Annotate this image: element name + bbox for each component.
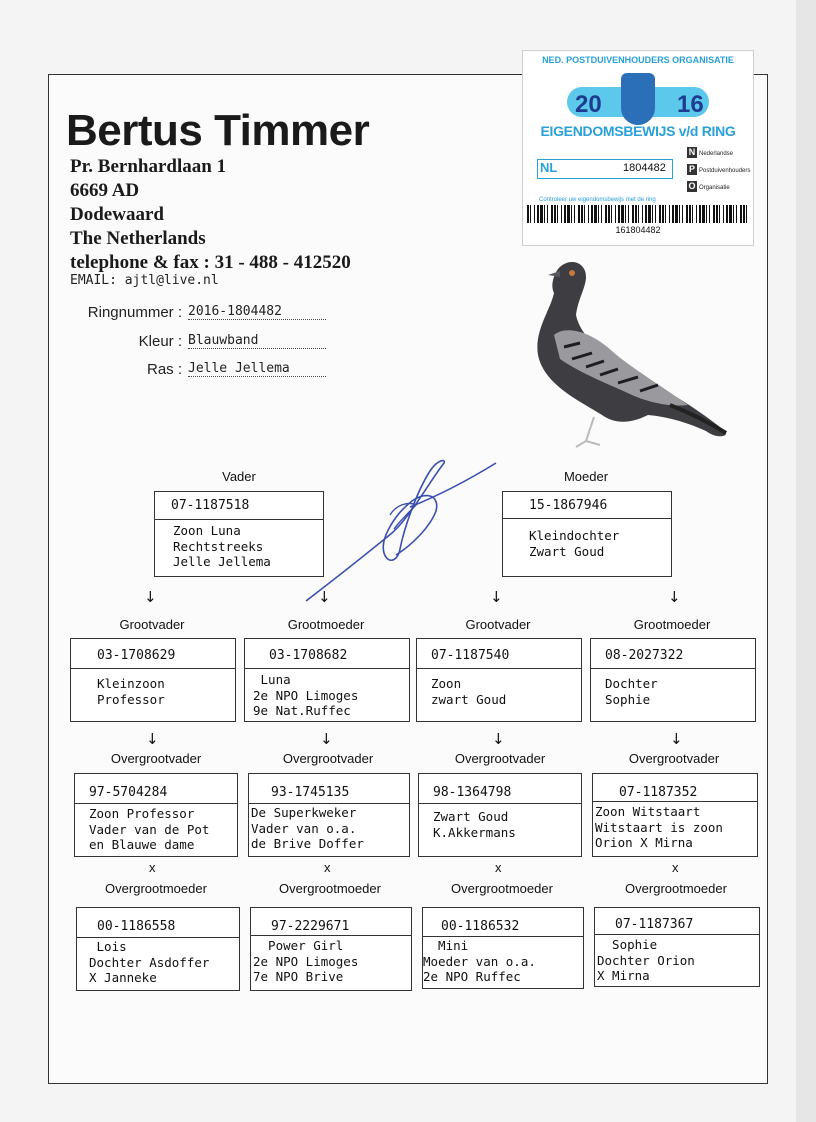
pigeon-photo: [520, 255, 735, 455]
mother-ring: 15-1867946: [529, 498, 608, 513]
card-org: NED. POSTDUIVENHOUDERS ORGANISATIE: [542, 55, 734, 65]
arrow-down-icon: ↓: [144, 588, 157, 606]
arrow-down-icon: ↓: [146, 730, 159, 748]
color-value: Blauwband: [188, 333, 326, 349]
great-grandfather-header-1: Overgrootvader: [110, 751, 202, 766]
arrow-down-icon: ↓: [492, 730, 505, 748]
barcode-icon: [527, 205, 749, 223]
divider: [593, 801, 757, 802]
great-grandfather-box-4: [592, 773, 758, 857]
great-grandmother-header-1: Overgrootmoeder: [105, 881, 207, 896]
divider: [75, 803, 237, 804]
father-ring: 07-1187518: [171, 498, 250, 513]
arrow-down-icon: ↓: [320, 730, 333, 748]
card-year-right: 16: [677, 91, 704, 118]
owner-name: Bertus Timmer: [66, 106, 370, 155]
signature-drawing: [300, 455, 510, 605]
great-grandfather-ring: 97-5704284: [89, 785, 168, 800]
arrow-down-icon: ↓: [318, 588, 331, 606]
great-grandfather-ring: 93-1745135: [271, 785, 350, 800]
card-year-left: 20: [575, 91, 602, 118]
race-label: Ras :: [146, 361, 182, 378]
grandparent-box-4: [590, 638, 756, 722]
divider: [77, 937, 239, 938]
cross-mark: x: [324, 860, 331, 875]
arrow-down-icon: ↓: [668, 588, 681, 606]
great-grandmother-ring: 97-2229671: [271, 919, 350, 934]
ring-label: Ringnummer :: [87, 304, 182, 321]
owner-city: Dodewaard: [70, 204, 164, 225]
card-control-text: Controleer uw eigendomsbewijs met de ring: [539, 197, 656, 203]
grandparent-header-1: Grootvader: [119, 617, 185, 632]
grandparent-box-3: [416, 638, 582, 722]
great-grandmother-header-4: Overgrootmoeder: [625, 881, 727, 896]
owner-street: Pr. Bernhardlaan 1: [70, 156, 227, 177]
great-grandmother-box-3: [422, 907, 584, 989]
great-grandmother-ring: 00-1186558: [97, 919, 176, 934]
owner-country: The Netherlands: [70, 228, 206, 249]
grandparent-ring: 03-1708682: [269, 648, 348, 663]
owner-email: EMAIL: ajtl@live.nl: [70, 273, 219, 288]
great-grandfather-box-3: [418, 773, 582, 857]
npo-line-1: N Nederlandse: [688, 147, 734, 157]
owner-postcode: 6669 AD: [70, 180, 140, 201]
divider: [71, 668, 235, 669]
mother-desc: Kleindochter Zwart Goud: [529, 528, 620, 559]
grandparent-ring: 08-2027322: [605, 648, 684, 663]
grandparent-desc: Zoon zwart Goud: [431, 676, 507, 707]
grandparent-desc: Kleinzoon Professor: [97, 676, 165, 707]
grandparent-header-4: Grootmoeder: [633, 617, 711, 632]
grandparent-desc: Luna 2e NPO Limoges 9e Nat.Ruffec: [253, 672, 359, 718]
cross-mark: x: [149, 860, 156, 875]
great-grandmother-desc: Power Girl 2e NPO Limoges 7e NPO Brive: [253, 938, 359, 984]
divider: [595, 934, 759, 935]
great-grandfather-desc: Zwart Goud K.Akkermans: [433, 809, 516, 840]
grandparent-header-3: Grootvader: [465, 617, 531, 632]
ring-value: 2016-1804482: [188, 304, 326, 320]
great-grandmother-desc: Lois Dochter Asdoffer X Janneke: [89, 939, 210, 985]
grandparent-header-2: Grootmoeder: [287, 617, 365, 632]
npo-line-3: O Organisatie: [688, 181, 730, 191]
great-grandfather-header-4: Overgrootvader: [628, 751, 720, 766]
card-ring-number: 1804482: [623, 162, 666, 174]
arrow-down-icon: ↓: [670, 730, 683, 748]
color-label: Kleur :: [138, 333, 182, 350]
ownership-card: [522, 50, 754, 246]
cross-mark: x: [672, 860, 679, 875]
grandparent-desc: Dochter Sophie: [605, 676, 658, 707]
father-header: Vader: [222, 469, 256, 484]
great-grandfather-box-1: [74, 773, 238, 857]
great-grandmother-header-2: Overgrootmoeder: [279, 881, 381, 896]
grandparent-box-1: [70, 638, 236, 722]
divider: [249, 803, 409, 804]
great-grandfather-header-3: Overgrootvader: [454, 751, 546, 766]
barcode-number: 161804482: [615, 225, 661, 235]
great-grandmother-desc: Mini Moeder van o.a. 2e NPO Ruffec: [423, 938, 536, 984]
great-grandmother-ring: 07-1187367: [615, 917, 694, 932]
divider: [423, 936, 583, 937]
divider: [417, 668, 581, 669]
great-grandmother-box-2: [250, 907, 412, 991]
divider: [245, 668, 409, 669]
lion-crest-icon: [621, 73, 655, 125]
grandparent-box-2: [244, 638, 410, 722]
arrow-down-icon: ↓: [490, 588, 503, 606]
divider: [591, 668, 755, 669]
great-grandmother-ring: 00-1186532: [441, 919, 520, 934]
divider: [251, 935, 411, 936]
father-desc: Zoon Luna Rechtstreeks Jelle Jellema: [173, 523, 271, 569]
great-grandmother-box-1: [76, 907, 240, 991]
great-grandfather-desc: De Superkweker Vader van o.a. de Brive Doffer: [251, 805, 364, 851]
scan-edge: [796, 0, 816, 1122]
great-grandmother-box-4: [594, 907, 760, 987]
npo-line-2: P Postduivenhouders: [688, 164, 751, 174]
great-grandfather-ring: 98-1364798: [433, 785, 512, 800]
great-grandfather-box-2: [248, 773, 410, 857]
owner-phone: telephone & fax : 31 - 488 - 412520: [70, 252, 351, 273]
mother-header: Moeder: [563, 469, 609, 484]
great-grandfather-desc: Zoon Professor Vader van de Pot en Blauwe dame: [89, 806, 210, 852]
divider: [155, 519, 323, 520]
divider: [419, 803, 581, 804]
father-box: [154, 491, 324, 577]
cross-mark: x: [495, 860, 502, 875]
divider: [503, 518, 671, 519]
great-grandfather-desc: Zoon Witstaart Witstaart is zoon Orion X Mirna: [595, 804, 723, 850]
card-country-code: NL: [540, 160, 558, 175]
mother-box: [502, 491, 672, 577]
grandparent-ring: 03-1708629: [97, 648, 176, 663]
great-grandmother-header-3: Overgrootmoeder: [451, 881, 553, 896]
race-value: Jelle Jellema: [188, 361, 326, 377]
great-grandfather-header-2: Overgrootvader: [282, 751, 374, 766]
card-title: EIGENDOMSBEWIJS v/d RING: [540, 123, 736, 139]
grandparent-ring: 07-1187540: [431, 648, 510, 663]
great-grandmother-desc: Sophie Dochter Orion X Mirna: [597, 937, 695, 983]
great-grandfather-ring: 07-1187352: [619, 785, 698, 800]
